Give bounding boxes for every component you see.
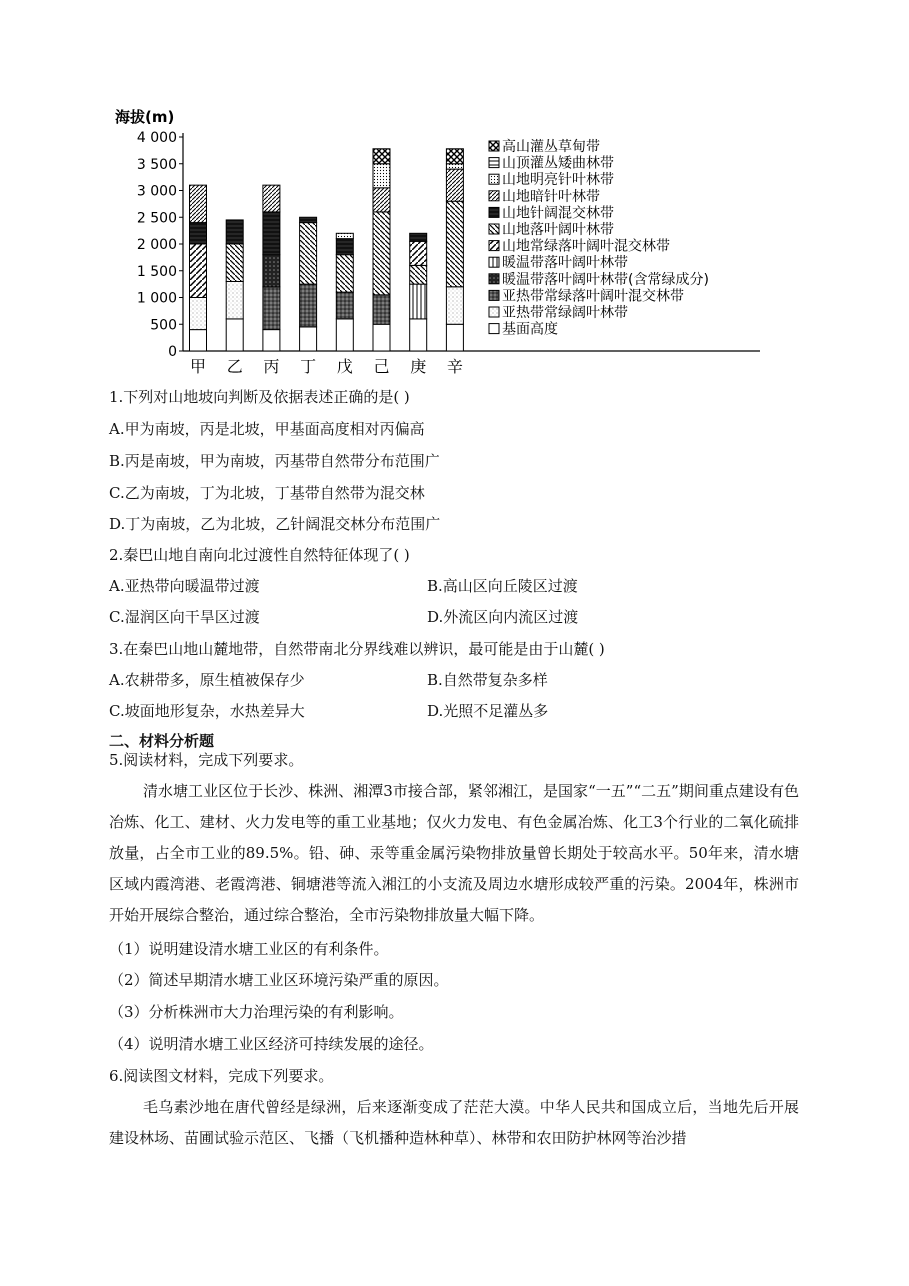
bar-segment xyxy=(263,287,280,330)
y-axis-label: 海拔(m) xyxy=(115,108,175,126)
bar-segment xyxy=(446,164,463,169)
bar-segment xyxy=(373,188,390,212)
legend-label: 暖温带落叶阔叶林带 xyxy=(502,255,628,272)
question-5-sub-2: （2）简述早期清水塘工业区环境污染严重的原因。 xyxy=(109,971,449,989)
bar-segment xyxy=(446,324,463,351)
legend-swatch xyxy=(489,307,499,317)
x-tick-label: 甲 xyxy=(189,357,207,376)
bar-segment xyxy=(373,324,390,351)
question-3-option-b: B.自然带复杂多样 xyxy=(427,671,548,689)
bar-segment xyxy=(226,319,243,351)
question-1-option-c: C.乙为南坡，丁为北坡，丁基带自然带为混交林 xyxy=(109,484,425,502)
question-3-option-a: A.农耕带多，原生植被保存少 xyxy=(109,671,305,689)
bar-segment xyxy=(226,220,243,244)
question-2-option-a: A.亚热带向暖温带过渡 xyxy=(109,577,260,595)
bar-segment xyxy=(410,233,427,241)
legend xyxy=(489,138,709,338)
question-1-option-d: D.丁为南坡，乙为北坡，乙针阔混交林分布范围广 xyxy=(109,515,441,533)
legend-label: 基面高度 xyxy=(502,321,558,338)
bar-segment xyxy=(190,298,207,330)
bar-segment xyxy=(226,244,243,281)
legend-swatch xyxy=(489,224,499,234)
bar-segment xyxy=(190,185,207,222)
bar-segment xyxy=(300,217,317,222)
x-tick-label: 丙 xyxy=(263,357,280,376)
legend-label: 亚热带常绿阔叶林带 xyxy=(502,305,628,321)
legend-label: 山地暗针叶林带 xyxy=(502,188,600,205)
y-tick-label: 2 000 xyxy=(136,237,177,253)
question-5-sub-1: （1）说明建设清水塘工业区的有利条件。 xyxy=(109,940,389,958)
y-tick-label: 2 500 xyxy=(136,210,177,227)
legend-label: 山地明亮针叶林带 xyxy=(502,172,614,189)
bar-segment xyxy=(446,169,463,201)
legend-label: 山地针阔混交林带 xyxy=(502,205,614,222)
bar-segment xyxy=(410,284,427,319)
bar-segment xyxy=(226,281,243,318)
legend-swatch xyxy=(489,257,499,267)
bar-segment xyxy=(410,241,427,265)
question-6-stem: 6.阅读图文材料，完成下列要求。 xyxy=(109,1067,334,1085)
bar-segment xyxy=(190,330,207,351)
question-1-stem: 1.下列对山地坡向判断及依据表述正确的是( ) xyxy=(109,388,410,406)
x-tick-label: 丁 xyxy=(300,357,317,376)
bar-segment xyxy=(263,255,280,287)
bar-segment xyxy=(336,292,353,319)
section-title: 二、材料分析题 xyxy=(109,732,215,750)
bar-segment xyxy=(410,319,427,351)
legend-swatch xyxy=(489,174,499,184)
question-2-option-d: D.外流区向内流区过渡 xyxy=(427,608,579,626)
bar-segment xyxy=(336,239,353,255)
bar-segment xyxy=(373,212,390,295)
legend-swatch xyxy=(489,290,499,300)
legend-swatch xyxy=(489,158,499,168)
question-5-material: 清水塘工业区位于长沙、株洲、湘潭3市接合部，紧邻湘江，是国家“一五”“二五”期间重点建设有色冶炼、化工、建材、火力发电等的重工业基地；仅火力发电、有色金属冶炼、化工3个行业的二氧化硫排放量，占全市工业的89.5%。铅、砷、汞等重金属污染物排放量曾长期处于较高水平。50年来，清水塘区域内霞湾港、老霞湾港、铜塘港等流入湘江的小支流及周边水塘形成较严重的污染。2004年，株洲市开始开展综合整治，通过综合整治，全市污染物排放量大幅下降。 xyxy=(109,782,799,924)
bar-segment xyxy=(373,164,390,188)
legend-label: 山地落叶阔叶林带 xyxy=(502,222,614,238)
bar-segment xyxy=(373,295,390,324)
y-tick-label: 0 xyxy=(168,344,177,360)
legend-swatch xyxy=(489,324,499,334)
bar-segment xyxy=(300,223,317,285)
legend-swatch xyxy=(489,207,499,217)
bar-group xyxy=(190,149,464,351)
bar-segment xyxy=(263,185,280,212)
x-axis xyxy=(190,357,463,376)
bar-segment xyxy=(263,212,280,255)
y-tick-label: 1 500 xyxy=(136,263,177,280)
altitude-zone-chart xyxy=(100,100,780,385)
legend-swatch xyxy=(489,241,499,251)
question-1-option-a: A.甲为南坡，丙是北坡，甲基面高度相对丙偏高 xyxy=(109,420,425,438)
bar-segment xyxy=(336,255,353,292)
question-5-sub-4: （4）说明清水塘工业区经济可持续发展的途径。 xyxy=(109,1035,434,1053)
bar-segment xyxy=(446,287,463,324)
question-2-option-c: C.湿润区向干旱区过渡 xyxy=(109,608,260,626)
legend-label: 山地常绿落叶阔叶混交林带 xyxy=(502,238,670,255)
question-3-option-d: D.光照不足灌丛多 xyxy=(427,702,549,720)
y-tick-label: 3 500 xyxy=(136,156,177,173)
y-tick-label: 4 000 xyxy=(136,130,177,146)
legend-label: 暖温带落叶阔叶林带(含常绿成分) xyxy=(502,271,709,288)
legend-label: 山顶灌丛矮曲林带 xyxy=(502,155,614,172)
bar-segment xyxy=(190,244,207,298)
question-5-stem: 5.阅读材料，完成下列要求。 xyxy=(109,751,304,769)
bar-segment xyxy=(300,327,317,351)
bar-segment xyxy=(336,319,353,351)
x-tick-label: 戊 xyxy=(336,357,353,376)
y-tick-label: 500 xyxy=(150,317,177,334)
bar-segment xyxy=(190,223,207,244)
x-tick-label: 乙 xyxy=(226,357,243,376)
legend-swatch xyxy=(489,141,499,151)
y-tick-label: 1 000 xyxy=(136,290,177,307)
question-2-option-b: B.高山区向丘陵区过渡 xyxy=(427,577,578,595)
bar-segment xyxy=(373,149,390,164)
y-tick-label: 3 000 xyxy=(136,183,177,200)
question-6-material: 毛乌素沙地在唐代曾经是绿洲，后来逐渐变成了茫茫大漠。中华人民共和国成立后，当地先后开展建设林场、苗圃试验示范区、飞播（飞机播种造林种草）、林带和农田防护林网等治沙措 xyxy=(109,1098,799,1147)
bar-segment xyxy=(446,149,463,164)
question-1-option-b: B.丙是南坡，甲为南坡，丙基带自然带分布范围广 xyxy=(109,452,440,470)
question-5-sub-3: （3）分析株洲市大力治理污染的有利影响。 xyxy=(109,1003,404,1021)
x-tick-label: 辛 xyxy=(446,357,463,376)
bar-segment xyxy=(336,233,353,238)
question-2-stem: 2.秦巴山地自南向北过渡性自然特征体现了( ) xyxy=(109,546,410,564)
x-tick-label: 庚 xyxy=(410,357,427,376)
bar-segment xyxy=(446,201,463,287)
legend-swatch xyxy=(489,191,499,201)
bar-segment xyxy=(300,284,317,327)
legend-label: 亚热带常绿落叶阔叶混交林带 xyxy=(502,288,684,305)
question-3-option-c: C.坡面地形复杂，水热差异大 xyxy=(109,702,305,720)
bar-segment xyxy=(263,330,280,351)
legend-label: 高山灌丛草甸带 xyxy=(502,139,600,155)
question-3-stem: 3.在秦巴山地山麓地带，自然带南北分界线难以辨识，最可能是由于山麓( ) xyxy=(109,640,605,658)
legend-swatch xyxy=(489,274,499,284)
bar-segment xyxy=(410,265,427,284)
x-tick-label: 己 xyxy=(373,357,390,376)
